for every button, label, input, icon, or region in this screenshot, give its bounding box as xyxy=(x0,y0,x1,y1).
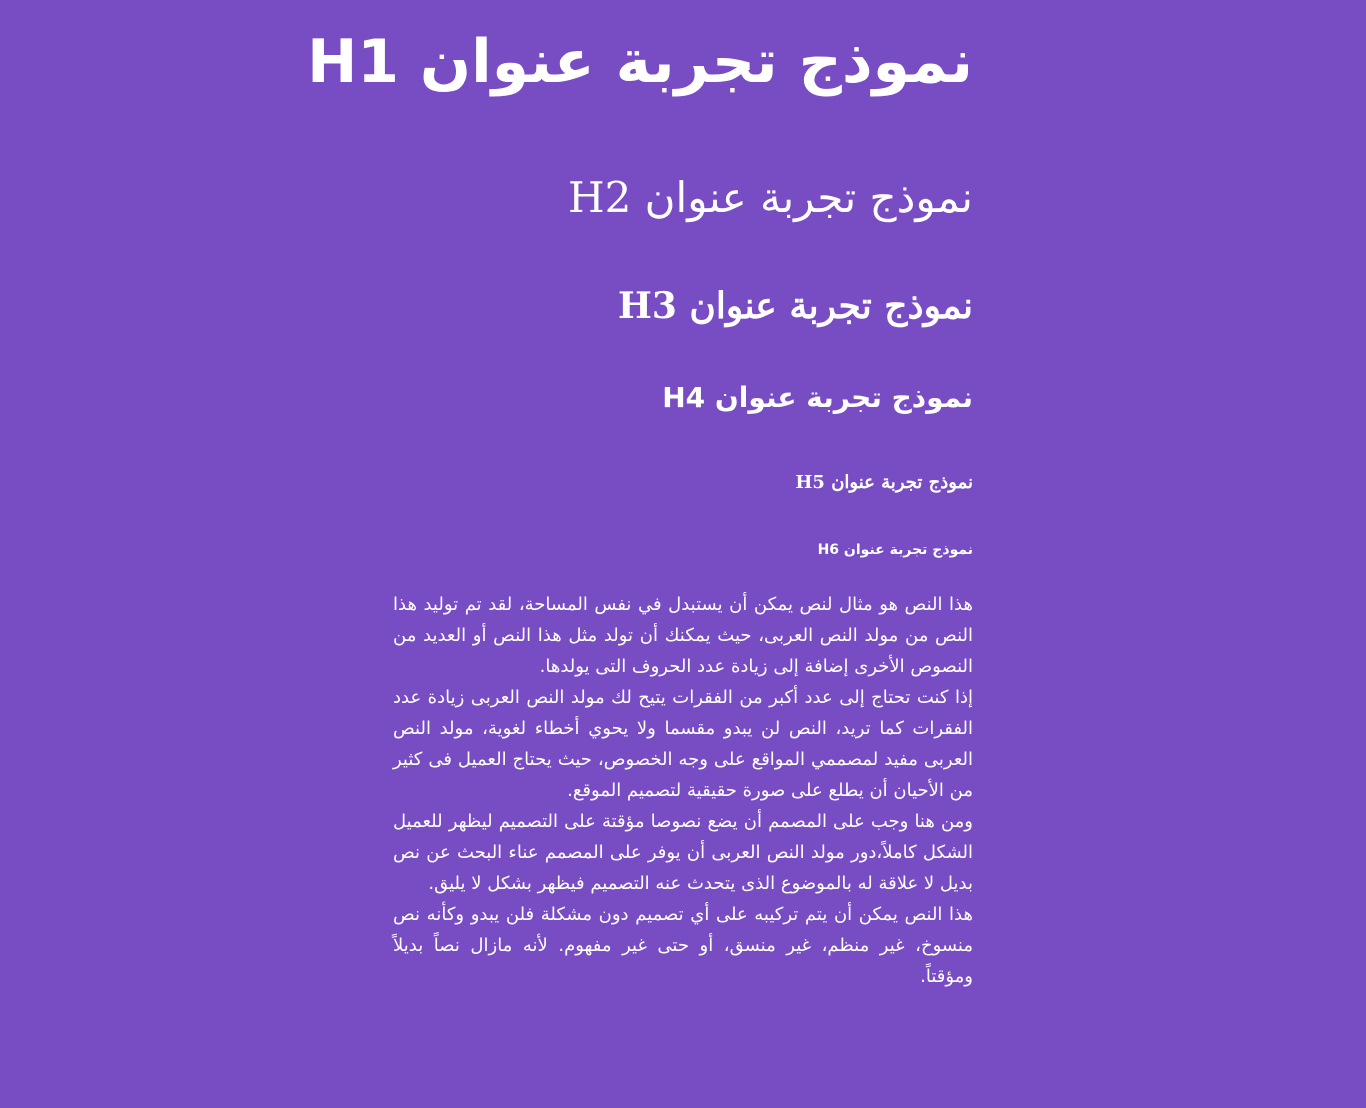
body-text xyxy=(393,589,973,992)
heading-h1: نموذج تجربة عنوان H1 xyxy=(307,27,973,97)
paragraph-3: ومن هنا وجب على المصمم أن يضع نصوصا مؤقتة على التصميم ليظهر للعميل الشكل كاملاً،دور مولد النص العربى أن يوفر على المصمم عناء البحث عن نص بديل لا علاقة له بالموضوع الذى يتحدث عنه التصميم فيظهر بشكل لا يليق. xyxy=(393,811,973,894)
paragraph-1: هذا النص هو مثال لنص يمكن أن يستبدل في نفس المساحة، لقد تم توليد هذا النص من مولد النص العربى، حيث يمكنك أن تولد مثل هذا النص أو العديد من النصوص الأخرى إضافة إلى زيادة عدد الحروف التى يولدها. xyxy=(393,594,973,677)
heading-h2: نموذج تجربة عنوان H2 xyxy=(567,173,973,222)
heading-h3: نموذج تجربة عنوان H3 xyxy=(617,285,973,327)
heading-h4: نموذج تجربة عنوان H4 xyxy=(662,381,973,414)
heading-h6: نموذج تجربة عنوان H6 xyxy=(817,542,973,558)
paragraph-2: إذا كنت تحتاج إلى عدد أكبر من الفقرات يتيح لك مولد النص العربى زيادة عدد الفقرات كما تريد، النص لن يبدو مقسما ولا يحوي أخطاء لغوية، مولد النص العربى مفيد لمصممي المواقع على وجه الخصوص، حيث يحتاج العميل فى كثير من الأحيان أن يطلع على صورة حقيقية لتصميم الموقع. xyxy=(393,687,973,801)
heading-h5: نموذج تجربة عنوان H5 xyxy=(795,472,973,493)
paragraph-4: هذا النص يمكن أن يتم تركيبه على أي تصميم دون مشكلة فلن يبدو وكأنه نص منسوخ، غير منظم، غير منسق، أو حتى غير مفهوم. لأنه مازال نصاً بديلاً ومؤقتاً. xyxy=(393,904,973,987)
